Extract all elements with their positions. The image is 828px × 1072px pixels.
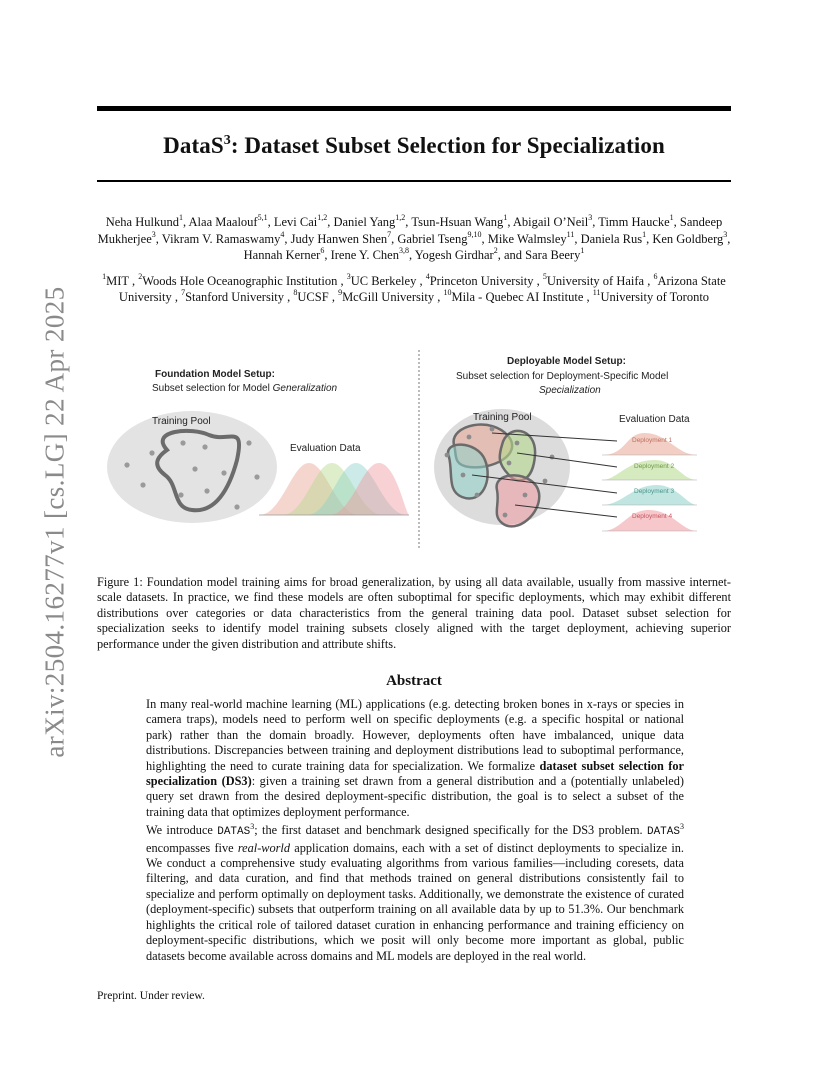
affiliation-name: MIT: [106, 274, 129, 288]
author-name: Daniel Yang: [333, 215, 396, 229]
author-name: Tsun-Hsuan Wang: [411, 215, 504, 229]
deployment-3-label: Deployment 3: [634, 488, 675, 495]
affiliation-number: 5: [542, 272, 547, 282]
title-rule-top: [97, 106, 731, 111]
affiliation-number: 3: [346, 272, 351, 282]
left-panel-heading: Foundation Model Setup:: [155, 369, 275, 380]
author-affiliation-mark: 6: [320, 246, 325, 256]
left-evaluation-curves: [259, 463, 409, 515]
author-affiliation-mark: 3,8: [398, 246, 409, 256]
footer-note: Preprint. Under review.: [97, 990, 205, 1002]
affiliation-name: UC Berkeley: [350, 274, 417, 288]
right-panel-heading: Deployable Model Setup:: [507, 356, 626, 367]
affiliation-list: $^1$MIT , $^2$Woods Hole Oceanographic Institution , $^3$UC Berkeley , $^4$Princeton University , $^5$University of Haifa , $^6$Arizona State University , $^7$Stanford University , $^8$UCSF , $^9$McGill University , $^{10}$Mila - Quebec AI Institute , $^{11}$University of Toronto: [102, 272, 726, 304]
affiliation-number: 8: [293, 288, 298, 298]
left-panel-subheading: Subset selection for Model Generalization: [152, 383, 338, 394]
author-affiliation-mark: 3: [151, 229, 156, 239]
abstract-paragraph-2: We introduce DATAS$^3$; the first dataset and benchmark designed specifically for the DS3 problem. DATAS$^3$ encompasses five real-world application domains, each with a set of distinct deployments to specialize in. We conduct a comprehensive study evaluating algorithms from various families—including coresets, data filtering, and data curation, and find that methods trained on general distributions consistently fail to specialize and perform optimally on deployment tasks. Additionally, we demonstrate the existence of curated (deployment-specific) subsets that outperform training on all available data by up to 51.3%. Our benchmark highlights the critical role of tailored dataset curation in enhancing performance and training efficiency on deployment-specific distributions, which we posit will only become more important as global, public datasets become available across domains and ML models are deployed in the real world.: [146, 821, 684, 963]
author-affiliation-mark: 2: [493, 246, 498, 256]
right-panel-subheading-2: Specialization: [539, 385, 601, 396]
title-rule-bottom: [97, 180, 731, 182]
author-name: Timm Haucke: [598, 215, 670, 229]
left-training-pool-label: Training Pool: [152, 416, 211, 427]
affiliation-name: Mila - Quebec AI Institute: [451, 290, 584, 304]
author-affiliation-mark: 3: [723, 229, 728, 239]
deployment-1-label: Deployment 1: [632, 437, 673, 444]
deployment-4-label: Deployment 4: [632, 513, 673, 520]
author-affiliation-mark: 1,2: [395, 213, 406, 223]
affiliation-name: Stanford University: [185, 290, 285, 304]
author-name: Ken Goldberg: [652, 231, 724, 246]
left-evaluation-data-label: Evaluation Data: [290, 443, 361, 454]
affiliation-name: UCSF: [297, 290, 329, 304]
author-affiliation-mark: 4: [280, 229, 285, 239]
paper-title: DataS$^3$: Dataset Subset Selection for Specialization: [163, 132, 665, 158]
abstract-body: [146, 697, 684, 967]
author-affiliation-mark: 9,10: [467, 229, 482, 239]
author-name: Gabriel Tseng: [397, 231, 468, 246]
affiliation-number: 2: [138, 272, 143, 282]
right-panel-subheading-1: Subset selection for Deployment-Specific Model: [456, 371, 669, 382]
author-affiliation-mark: 1: [503, 213, 508, 223]
author-name: Vikram V. Ramaswamy: [161, 231, 281, 246]
abstract-heading: Abstract: [386, 673, 442, 689]
affiliation-name: University of Toronto: [600, 290, 710, 304]
affiliation-number: 6: [653, 272, 658, 282]
author-affiliation-mark: 1,2: [317, 213, 328, 223]
author-affiliation-mark: 1: [642, 229, 647, 239]
author-name: Judy Hanwen Shen: [290, 231, 388, 246]
affiliation-name: Woods Hole Oceanographic Institution: [142, 274, 338, 288]
affiliation-number: 7: [181, 288, 186, 298]
abstract-paragraph-1: In many real-world machine learning (ML) applications (e.g. detecting broken bones in x-rays or species in camera traps), models need to perform well on specific deployments (e.g. a specific hospital or national park) rather than the domain broadly. However, deployments often have imbalanced, unique data distributions. Discrepancies between training and deployment distributions lead to suboptimal performance, highlighting the need to curate training data for specialization. We formalize dataset subset selection for specialization (DS3): given a training set drawn from a general distribution and a (potentially unlabeled) query set drawn from the desired deployment-specific distribution, the goal is to select a subset of the training data that optimizes deployment performance.: [146, 697, 685, 819]
author-name: Yogesh Girdhar: [414, 248, 494, 262]
author-affiliation-mark: 1: [178, 213, 183, 223]
author-affiliation-mark: 5,1: [257, 213, 268, 223]
author-name: Sandeep Mukherjee: [97, 215, 723, 246]
figure-caption: Figure 1: Foundation model training aims for broad generalization, by using all data available, usually from massive internet-scale datasets. In practice, we find these models are often suboptimal for specific deployments, which may exhibit different distributions over categories or data characteristics from the general training data pool. Dataset subset selection for specialization seeks to identify model training subsets closely aligned with the target deployment, achieving superior performance under the given distribution and attribute shifts.: [97, 575, 731, 651]
figure-1: [97, 345, 731, 560]
right-training-pool-label: Training Pool: [473, 412, 532, 423]
author-name: Mike Walmsley: [487, 231, 567, 246]
right-evaluation-data-label: Evaluation Data: [619, 414, 690, 425]
author-list: Neha Hulkund$^1$, Alaa Maalouf$^{5,1}$, Levi Cai$^{1,2}$, Daniel Yang$^{1,2}$, Tsun-Hsuan Wang$^1$, Abigail O’Neil$^3$, Timm Haucke$^1$, Sandeep Mukherjee$^3$, Vikram V. Ramaswamy$^4$, Judy Hanwen Shen$^7$, Gabriel Tseng$^{9,10}$, Mike Walmsley$^{11}$, Daniela Rus$^1$, Ken Goldberg$^3$, Hannah Kerner$^6$, Irene Y. Chen$^{3,8}$, Yogesh Girdhar$^2$, and Sara Beery$^1$: [97, 213, 731, 262]
author-name: Neha Hulkund: [105, 215, 179, 229]
affiliation-name: Arizona State University: [118, 274, 726, 304]
author-affiliation-mark: 11: [566, 229, 575, 239]
affiliation-name: McGill University: [342, 290, 435, 304]
affiliation-number: 11: [592, 288, 601, 298]
affiliation-number: 1: [102, 272, 107, 282]
author-name: Alaa Maalouf: [188, 215, 258, 229]
author-affiliation-mark: 1: [580, 246, 585, 256]
author-name: Hannah Kerner: [243, 248, 321, 262]
author-name: Abigail O’Neil: [512, 215, 589, 229]
author-affiliation-mark: 3: [588, 213, 593, 223]
arxiv-stamp: arXiv:2504.16277v1 [cs.LG] 22 Apr 2025: [39, 286, 70, 758]
affiliation-name: University of Haifa: [546, 274, 645, 288]
author-affiliation-mark: 1: [669, 213, 674, 223]
subset-deployment-3: [448, 445, 488, 499]
author-name: Levi Cai: [273, 215, 318, 229]
author-name: Daniela Rus: [580, 231, 643, 246]
affiliation-number: 10: [443, 288, 452, 298]
affiliation-name: Princeton University: [429, 274, 534, 288]
author-name: Irene Y. Chen: [330, 248, 399, 262]
affiliation-number: 4: [425, 272, 430, 282]
deployment-2-label: Deployment 2: [634, 463, 675, 470]
affiliation-number: 9: [338, 288, 343, 298]
author-affiliation-mark: 7: [387, 229, 392, 239]
author-name: Sara Beery: [525, 248, 581, 262]
